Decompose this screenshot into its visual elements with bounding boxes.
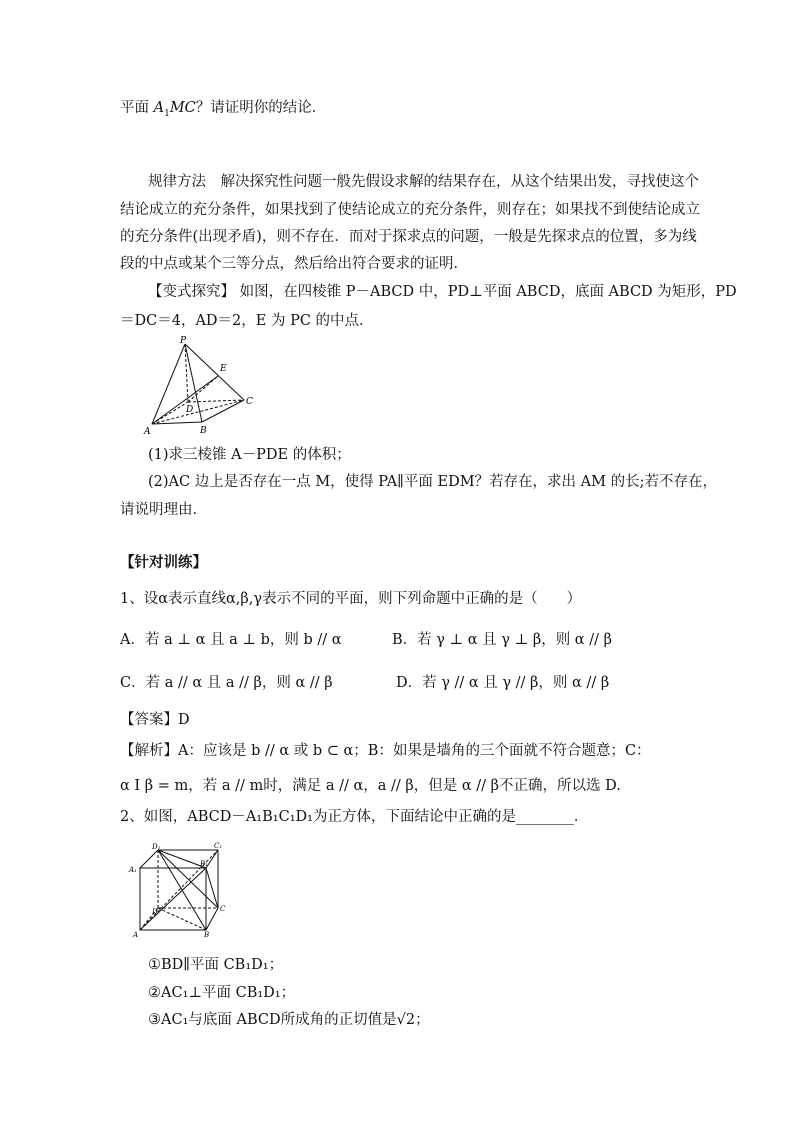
problem-1-option-A: A．若 a ⊥ α 且 a ⊥ b，则 b // α bbox=[120, 632, 342, 648]
option-2: ②AC₁⊥平面 CB₁D₁； bbox=[148, 985, 296, 1001]
option-1: ①BD∥平面 CB₁D₁； bbox=[148, 957, 284, 973]
problem-1-option-C: C．若 a // α 且 a // β，则 α // β bbox=[120, 675, 333, 691]
text: ？请证明你的结论． bbox=[195, 100, 327, 116]
text-line-continuation bbox=[120, 98, 684, 124]
question-2-line-1: (2)AC 边上是否存在一点 M，使得 PA∥平面 EDM？若存在，求出 AM 的长;若不存在， bbox=[148, 474, 717, 490]
text: MC bbox=[169, 100, 196, 116]
analysis-line-2: α I β = m，若 a // m时，满足 a // α，a // β，但是 α // β不正确，所以选 D. bbox=[120, 778, 621, 794]
question-1: (1)求三棱锥 A－PDE 的体积； bbox=[148, 447, 351, 463]
label-A: A bbox=[133, 931, 139, 939]
analysis-line-1: 【解析】A：应该是 b // α 或 b ⊂ α；B：如果是墙角的三个面就不符合题意；C： bbox=[120, 743, 651, 759]
training-header: 【针对训练】 bbox=[120, 554, 207, 571]
pyramid-figure bbox=[140, 334, 270, 439]
method-paragraph-line-4: 段的中点或某个三等分点，然后给出符合要求的证明． bbox=[120, 256, 468, 272]
method-paragraph-line-1: 规律方法 解决探究性问题一般先假设求解的结果存在，从这个结果出发，寻找使这个 bbox=[148, 174, 699, 190]
problem-2-stem: 2、如图，ABCD－A₁B₁C₁D₁为正方体，下面结论中正确的是________． bbox=[120, 809, 589, 825]
method-paragraph-line-3: 的充分条件(出现矛盾)，则不存在．而对于探求点的问题，一般是先探求点的位置，多为线 bbox=[120, 229, 697, 245]
label-E: E bbox=[220, 364, 227, 374]
question-2-line-2: 请说明理由． bbox=[120, 502, 207, 518]
text: 1 bbox=[164, 108, 170, 119]
method-paragraph-line-2: 结论成立的充分条件，如果找到了使结论成立的充分条件，则存在；如果找不到使结论成立 bbox=[120, 202, 700, 218]
label-A1: A₁ bbox=[129, 866, 137, 874]
problem-1-option-B: B．若 γ ⊥ α 且 γ ⊥ β，则 α // β bbox=[392, 632, 612, 648]
label-P: P bbox=[180, 336, 187, 346]
label-C: C bbox=[220, 905, 226, 913]
label-A: A bbox=[144, 427, 151, 437]
cube-figure bbox=[128, 840, 238, 940]
problem-1-option-D: D．若 γ // α 且 γ // β，则 α // β bbox=[396, 675, 610, 691]
text: A bbox=[153, 100, 165, 116]
answer-line: 【答案】D bbox=[120, 712, 190, 728]
option-3: ③AC₁与底面 ABCD所成角的正切值是√2； bbox=[148, 1012, 430, 1028]
label-C: C bbox=[246, 397, 253, 407]
label-B: B bbox=[204, 931, 210, 939]
label-C1: C₁ bbox=[214, 842, 223, 850]
label-D1: D₁ bbox=[152, 843, 161, 851]
label-B: B bbox=[200, 426, 207, 436]
label-D: D bbox=[186, 405, 194, 415]
text: 平面 bbox=[120, 100, 154, 116]
label-D: D bbox=[152, 908, 158, 916]
problem-1-stem: 1、设α表示直线α,β,γ表示不同的平面，则下列命题中正确的是（ ） bbox=[120, 591, 582, 607]
variant-line-1: 【变式探究】 如图，在四棱锥 P－ABCD 中，PD⊥平面 ABCD，底面 ABCD 为矩形，PD bbox=[148, 284, 737, 300]
variant-line-2: ＝DC＝4，AD＝2，E 为 PC 的中点． bbox=[120, 313, 374, 329]
label-B1: B₁ bbox=[200, 860, 208, 868]
